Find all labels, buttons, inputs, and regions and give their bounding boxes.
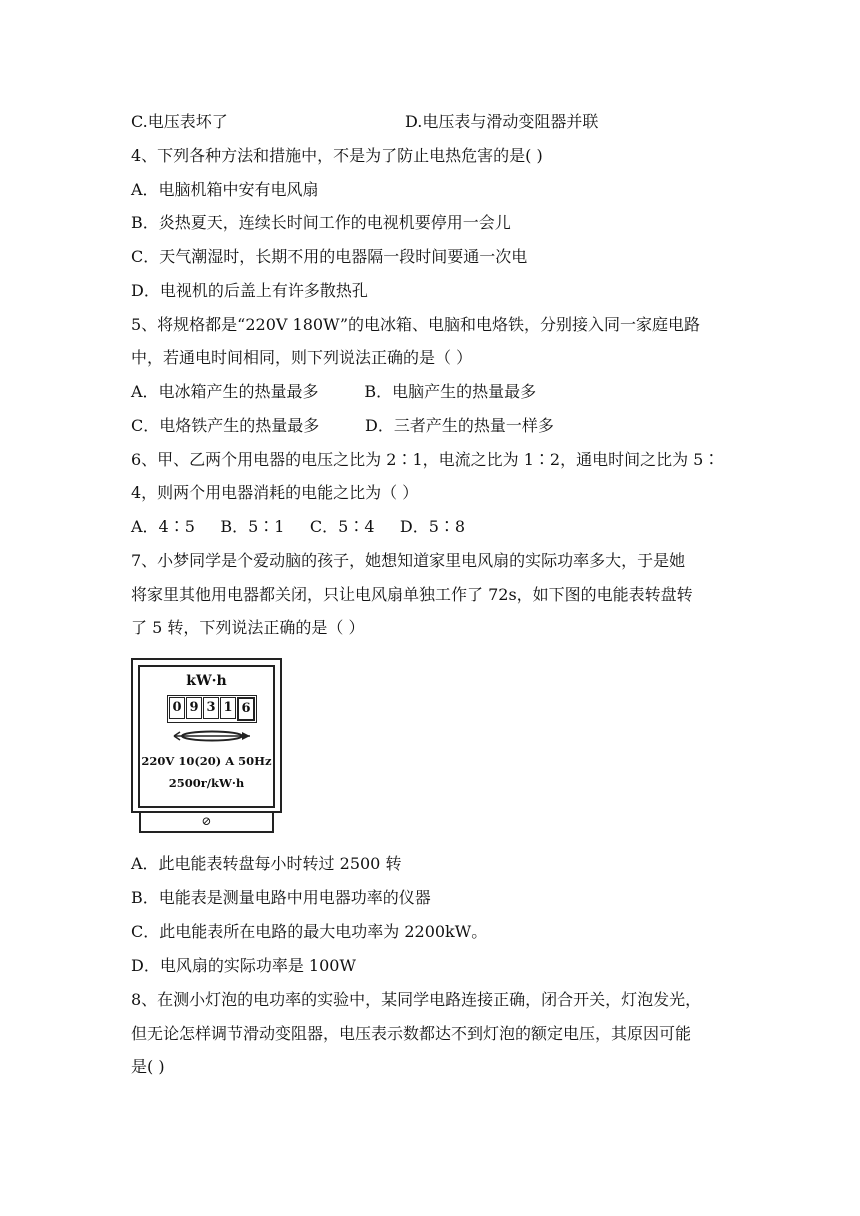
energy-meter-panel xyxy=(138,665,275,808)
energy-meter-body xyxy=(131,658,282,813)
q4-option-b: B．炎热夏天，连续长时间工作的电视机要停用一会儿 xyxy=(131,213,511,232)
meter-digit: 1 xyxy=(220,697,236,719)
q4-option-c: C．天气潮湿时，长期不用的电器隔一段时间要通一次电 xyxy=(131,247,528,266)
meter-digit: 3 xyxy=(203,697,219,719)
q7-option-a: A．此电能表转盘每小时转过 2500 转 xyxy=(131,854,402,873)
q7-option-c: C．此电能表所在电路的最大电功率为 2200kW。 xyxy=(131,922,488,941)
q8-stem-line-1: 8、在测小灯泡的电功率的实验中，某同学电路连接正确，闭合开关，灯泡发光， xyxy=(131,990,702,1009)
meter-digit: 0 xyxy=(169,697,185,719)
q6-stem-line-2: 4，则两个用电器消耗的电能之比为（ ） xyxy=(131,483,419,502)
q5-stem-line-1: 5、将规格都是“220V 180W”的电冰箱、电脑和电烙铁，分别接入同一家庭电路 xyxy=(131,315,701,334)
meter-rating-label: 220V 10(20) A 50Hz xyxy=(141,754,272,768)
q6-stem-line-1: 6、甲、乙两个用电器的电压之比为 2∶1，电流之比为 1∶2，通电时间之比为 5∶ xyxy=(131,450,720,469)
energy-meter-figure xyxy=(131,658,280,834)
meter-digit: 9 xyxy=(186,697,202,719)
meter-digit-decimal: 6 xyxy=(237,697,255,721)
q5-options-row-2: C．电烙铁产生的热量最多 D．三者产生的热量一样多 xyxy=(131,416,554,435)
q5-options-row-1: A．电冰箱产生的热量最多 B．电脑产生的热量最多 xyxy=(131,382,537,401)
q7-stem-line-1: 7、小梦同学是个爱动脑的孩子，她想知道家里电风扇的实际功率多大，于是她 xyxy=(131,551,686,570)
q5-stem-line-2: 中，若通电时间相同，则下列说法正确的是（ ） xyxy=(131,348,473,367)
meter-constant-label: 2500r/kW·h xyxy=(168,776,245,790)
q7-stem-line-3: 了 5 转，下列说法正确的是（ ） xyxy=(131,618,365,637)
q8-stem-line-3: 是( ) xyxy=(131,1057,165,1076)
q3-option-c: C.电压表坏了 xyxy=(131,112,228,131)
q3-option-d: D.电压表与滑动变阻器并联 xyxy=(405,112,599,131)
q4-option-d: D．电视机的后盖上有许多散热孔 xyxy=(131,281,368,300)
q4-option-a: A．电脑机箱中安有电风扇 xyxy=(131,180,319,199)
q7-stem-line-2: 将家里其他用电器都关闭，只让电风扇单独工作了 72s，如下图的电能表转盘转 xyxy=(131,585,693,604)
meter-digit-counter xyxy=(167,695,257,723)
meter-unit-label: kW·h xyxy=(186,673,227,689)
meter-rotating-disc-icon xyxy=(172,727,252,745)
energy-meter-terminal-box xyxy=(139,811,274,833)
q8-stem-line-2: 但无论怎样调节滑动变阻器，电压表示数都达不到灯泡的额定电压，其原因可能 xyxy=(131,1024,692,1043)
screw-icon: ⊘ xyxy=(201,814,212,828)
q4-stem: 4、下列各种方法和措施中，不是为了防止电热危害的是( ) xyxy=(131,146,543,165)
q7-option-d: D．电风扇的实际功率是 100W xyxy=(131,956,356,975)
q7-option-b: B．电能表是测量电路中用电器功率的仪器 xyxy=(131,888,431,907)
q6-options-row: A．4∶5 B．5∶1 C．5∶4 D．5∶8 xyxy=(131,517,466,536)
